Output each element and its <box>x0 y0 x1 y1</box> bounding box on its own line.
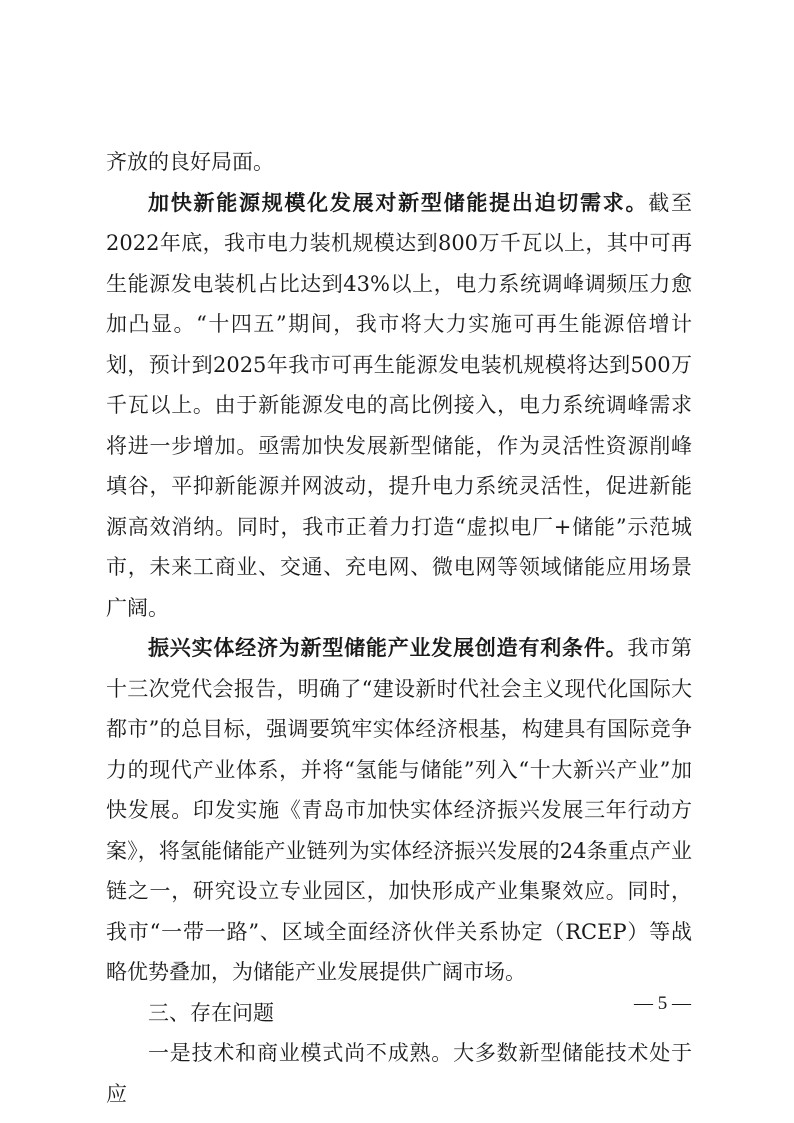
section-heading: 三、存在问题 <box>148 1000 274 1025</box>
document-body <box>106 142 692 1114</box>
paragraph-real-economy <box>106 628 692 993</box>
paragraph-lead-sentence: 加快新能源规模化发展对新型储能提出迫切需求。 <box>148 189 649 215</box>
page-number: — 5 — <box>634 993 691 1014</box>
paragraph-lead-sentence: 振兴实体经济为新型储能产业发展创造有利条件。 <box>148 635 628 660</box>
paragraph-body-text: 我市第十三次党代会报告，明确了“建设新时代社会主义现代化国际大都市”的总目标，强调要筑牢实体经济根基，构建具有国际竞争力的现代产业体系，并将“氢能与储能”列入“十大新兴产业”加快发展。印发实施《青岛市加快实体经济振兴发展三年行动方案》，将氢能储能产业链列为实体经济振兴发展的24条重点产业链之一，研究设立专业园区，加快形成产业集聚效应。同时，我市“一带一路”、区域全面经济伙伴关系协定（RCEP）等战略优势叠加，为储能产业发展提供广阔市场。 <box>106 636 693 984</box>
paragraph-body-text: 截至2022年底，我市电力装机规模达到800万千瓦以上，其中可再生能源发电装机占比达到43%以上，电力系统调峰调频压力愈加凸显。“十四五”期间，我市将大力实施可再生能源倍增计划，预计到2025年我市可再生能源发电装机规模将达到500万千瓦以上。由于新能源发电的高比例接入，电力系统调峰需求将进一步增加。亟需加快发展新型储能，作为灵活性资源削峰填谷，平抑新能源并网波动，提升电力系统灵活性，促进新能源高效消纳。同时，我市正着力打造“虚拟电厂+储能”示范城市，未来工商业、交通、充电网、微电网等领域储能应用场景广阔。 <box>106 190 693 620</box>
paragraph-new-energy-demand <box>106 183 692 629</box>
paragraph-continuation: 齐放的良好局面。 <box>106 150 274 174</box>
paragraph-existing-problems: 一是技术和商业模式尚不成熟。大多数新型储能技术处于应 <box>106 1041 692 1106</box>
